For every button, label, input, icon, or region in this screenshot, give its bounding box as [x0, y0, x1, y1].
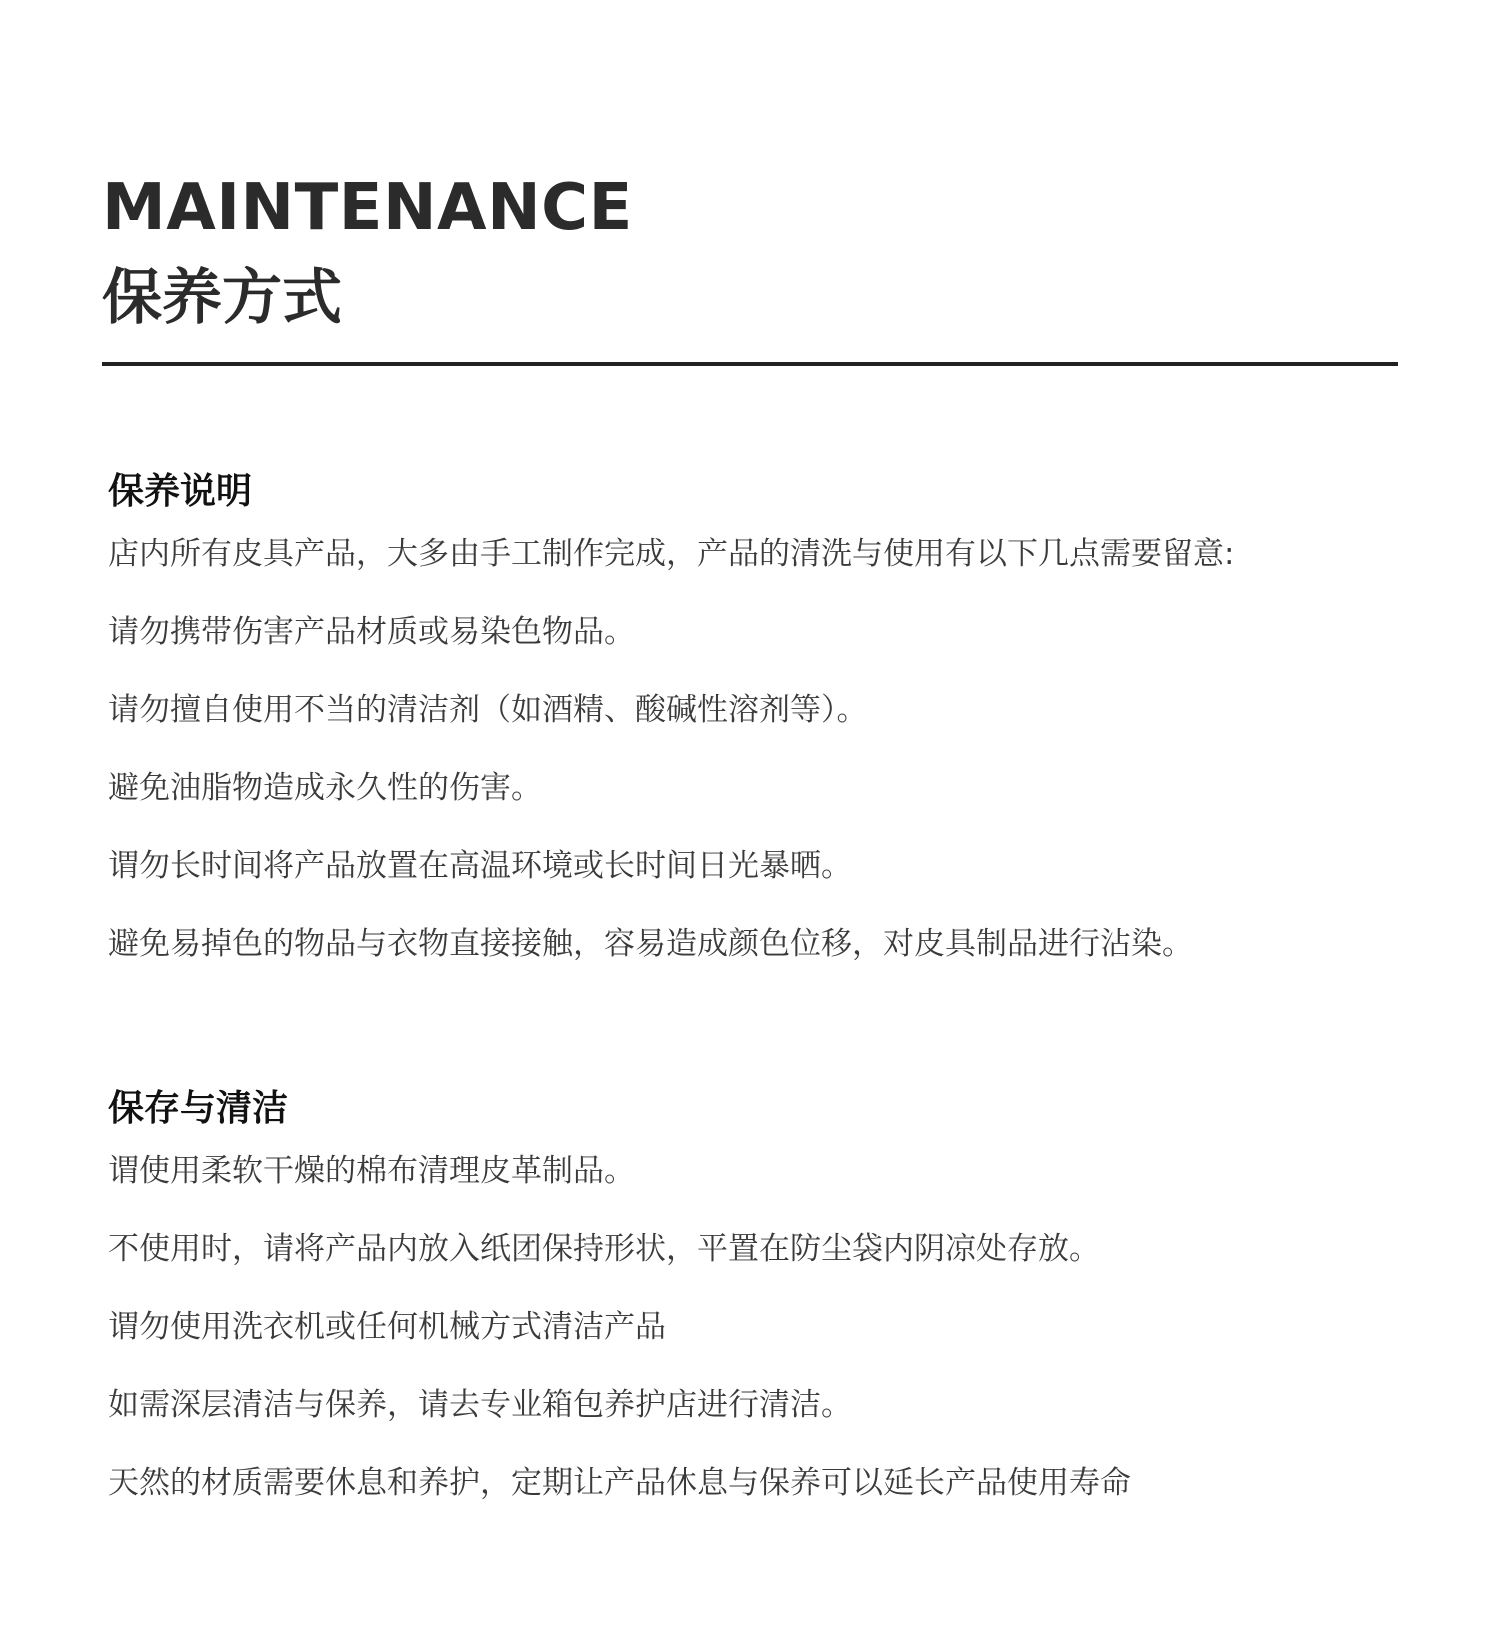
- storage-cleaning-line: 如需深层清洁与保养，请去专业箱包养护店进行清洁。: [108, 1387, 852, 1423]
- care-instruction-line: 店内所有皮具产品，大多由手工制作完成，产品的清洗与使用有以下几点需要留意:: [108, 536, 1235, 572]
- storage-cleaning-list: [108, 1151, 1408, 1503]
- section-heading: 保养说明: [108, 471, 253, 512]
- care-instruction-line: 谓勿长时间将产品放置在高温环境或长时间日光暴晒。: [108, 848, 852, 884]
- storage-cleaning-line: 谓勿使用洗衣机或任何机械方式清洁产品: [108, 1309, 666, 1345]
- care-instruction-line: 避免油脂物造成永久性的伤害。: [108, 770, 542, 806]
- page-title-english: MAINTENANCE: [102, 171, 633, 245]
- care-instruction-line: 请勿携带伤害产品材质或易染色物品。: [108, 614, 635, 650]
- storage-cleaning-line: 谓使用柔软干燥的棉布清理皮革制品。: [108, 1153, 635, 1189]
- storage-cleaning-line: 天然的材质需要休息和养护，定期让产品休息与保养可以延长产品使用寿命: [108, 1465, 1131, 1501]
- care-instruction-line: 请勿擅自使用不当的清洁剂（如酒精、酸碱性溶剂等）。: [108, 692, 868, 728]
- care-instructions-list: [108, 534, 1408, 964]
- storage-cleaning-section: [108, 1083, 1408, 1541]
- storage-cleaning-line: 不使用时，请将产品内放入纸团保持形状，平置在防尘袋内阴凉处存放。: [108, 1231, 1100, 1267]
- care-instruction-line: 避免易掉色的物品与衣物直接接触，容易造成颜色位移，对皮具制品进行沾染。: [108, 926, 1193, 962]
- section-heading: 保存与清洁: [108, 1088, 289, 1129]
- care-instructions-section: [108, 466, 1408, 1002]
- page-title-chinese: 保养方式: [102, 263, 342, 333]
- page-header: [102, 166, 1402, 338]
- header-divider: [102, 362, 1398, 366]
